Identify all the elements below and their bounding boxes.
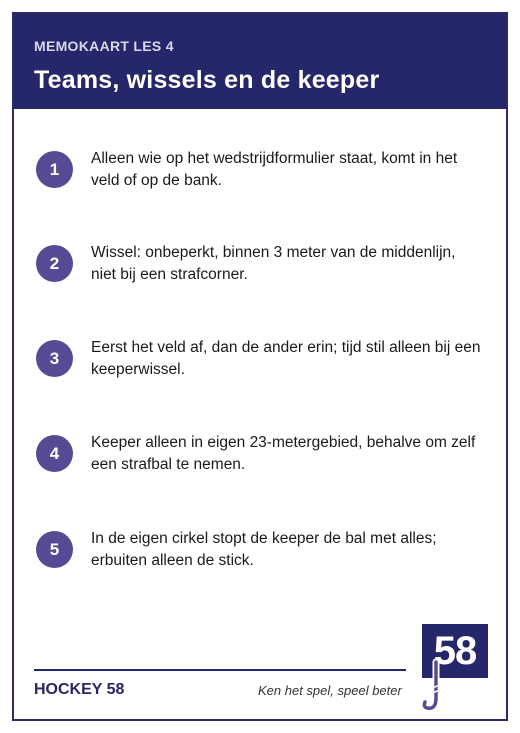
item-number-badge: 4 <box>36 435 73 472</box>
item-number-badge: 2 <box>36 245 73 282</box>
footer-brand: HOCKEY 58 <box>34 681 125 698</box>
footer-tagline: Ken het spel, speel beter <box>258 683 402 698</box>
item-number-badge: 5 <box>36 531 73 568</box>
item-text: In de eigen cirkel stopt de keeper de bal met alles; erbuiten alleen de stick. <box>91 530 437 569</box>
item-text: Wissel: onbeperkt, binnen 3 meter van de middenlijn, niet bij een strafcorner. <box>91 244 456 283</box>
hockey58-logo <box>422 624 488 714</box>
memo-card <box>12 12 508 721</box>
hockey-stick-icon <box>422 624 488 714</box>
card-title: Teams, wissels en de keeper <box>34 66 380 94</box>
item-text: Eerst het veld af, dan de ander erin; tijd stil alleen bij een keeperwissel. <box>91 339 481 378</box>
item-number-badge: 3 <box>36 340 73 377</box>
card-subtitle: MEMOKAART LES 4 <box>34 38 174 54</box>
item-text: Alleen wie op het wedstrijdformulier staat, komt in het veld of op de bank. <box>91 150 458 189</box>
footer-divider <box>34 669 406 671</box>
item-text: Keeper alleen in eigen 23-metergebied, behalve om zelf een strafbal te nemen. <box>91 434 476 473</box>
card-header <box>14 14 506 109</box>
logo-number: 58 <box>422 624 488 678</box>
item-number-badge: 1 <box>36 151 73 188</box>
